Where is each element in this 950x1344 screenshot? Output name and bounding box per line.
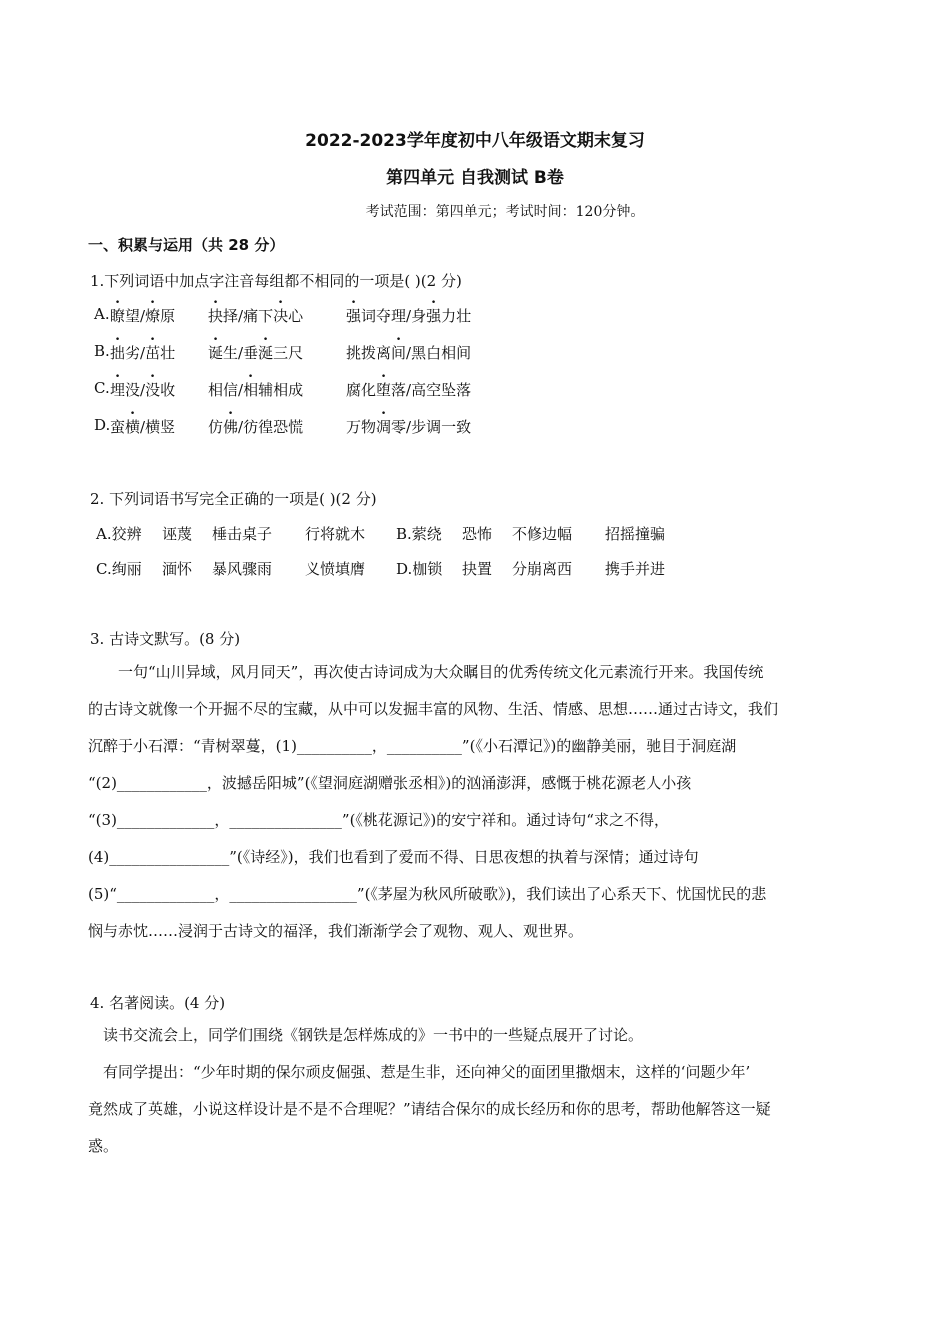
word-text: 望/ <box>125 307 146 325</box>
option-word: 携手并进 <box>605 560 666 578</box>
question-3-stem: 3. 古诗文默写。(8 分) <box>90 630 241 648</box>
option-word-group <box>110 416 175 437</box>
passage-line: (5)“_____________，_________________”(《茅屋为秋风所破歌》)，我们读出了心系天下、忧国忧民的悲 <box>88 885 767 903</box>
word-text: 壮 <box>160 344 176 362</box>
dotted-character: 堕 <box>376 381 392 399</box>
question-4-stem: 4. 名著阅读。(4 分) <box>90 994 226 1012</box>
page-subtitle: 第四单元 自我测试 B卷 <box>386 168 564 188</box>
option-word: A.狡辨 <box>96 525 142 543</box>
passage-line: 竟然成了英雄，小说这样设计是不是不合理呢？”请结合保尔的成长经历和你的思考，帮助他解答这一疑 <box>88 1100 771 1118</box>
word-text: 辅相成 <box>258 381 304 399</box>
word-text: 相信/ <box>208 381 244 399</box>
option-word-group <box>346 379 471 400</box>
passage-line: 的古诗文就像一个开掘不尽的宝藏，从中可以发掘丰富的风物、生活、情感、思想……通过古诗文，我们 <box>88 700 779 718</box>
option-word: 棰击桌子 <box>212 525 273 543</box>
dotted-character: 茁 <box>145 344 161 362</box>
option-word: 义愤填膺 <box>305 560 366 578</box>
dotted-character: 瞭 <box>110 307 126 325</box>
passage-line: 悯与赤忱……浸润于古诗文的福泽，我们渐渐学会了观物、观人、观世界。 <box>88 922 584 940</box>
dotted-character: 凋 <box>376 418 392 436</box>
dotted-character: 强 <box>346 307 362 325</box>
passage-line: “(2)____________，波撼岳阳城”(《望洞庭湖赠张丞相》)的汹涌澎湃，感慨于桃花源老人小孩 <box>88 774 692 792</box>
option-letter: C. <box>94 379 110 397</box>
dotted-character: 没 <box>145 381 161 399</box>
dotted-character: 相 <box>243 381 259 399</box>
word-text: /黑白相间 <box>406 344 472 362</box>
option-word: 分崩离西 <box>512 560 573 578</box>
question-3-passage <box>88 654 864 950</box>
word-text: 腐化 <box>346 381 377 399</box>
passage-line: (4)________________”(《诗经》)，我们也看到了爱而不得、日思夜想的执着与深情；通过诗句 <box>88 848 699 866</box>
word-text: 生/垂 <box>223 344 259 362</box>
word-text: 三尺 <box>273 344 304 362</box>
passage-line: “(3)_____________，_______________”(《桃花源记》)的安宁祥和。通过诗句“求之不得， <box>88 811 669 829</box>
word-text: 收 <box>160 381 176 399</box>
option-word-group <box>208 416 303 437</box>
option-word: B.萦绕 <box>396 525 442 543</box>
question-2-stem: 2. 下列词语书写完全正确的一项是( )(2 分) <box>90 490 377 508</box>
option-word: 不修边幅 <box>512 525 573 543</box>
passage-line: 惑。 <box>88 1137 119 1155</box>
word-text: 挑拨离 <box>346 344 392 362</box>
option-word: 暴风骤雨 <box>212 560 273 578</box>
page-title: 2022-2023学年度初中八年级语文期末复习 <box>305 131 645 151</box>
dotted-character: 抉 <box>208 307 224 325</box>
option-word: C.绚丽 <box>96 560 142 578</box>
passage-line: 一句“山川异域，风月同天”，再次使古诗词成为大众瞩目的优秀传统文化元素流行开来。我国传统 <box>118 663 764 681</box>
word-text: 原 <box>160 307 176 325</box>
passage-line: 读书交流会上，同学们围绕《钢铁是怎样炼成的》一书中的一些疑点展开了讨论。 <box>103 1026 644 1044</box>
word-text: 零/步调一致 <box>391 418 472 436</box>
dotted-character: 诞 <box>208 344 224 362</box>
option-letter: B. <box>94 342 110 360</box>
option-word-group <box>208 342 303 363</box>
dotted-character: 埋 <box>110 381 126 399</box>
option-word-group <box>346 342 471 363</box>
word-text: 蛮 <box>110 418 126 436</box>
passage-line: 有同学提出：“少年时期的保尔顽皮倔强、惹是生非，还向神父的面团里撒烟末，这样的‘问题少年’ <box>103 1063 751 1081</box>
dotted-character: 佛 <box>223 418 239 436</box>
dotted-character: 间 <box>391 344 407 362</box>
option-word: 行将就木 <box>305 525 366 543</box>
word-text: /彷徨恐慌 <box>238 418 304 436</box>
passage-line: 沉醉于小石潭：“青树翠蔓，(1)__________，__________”(《小石潭记》)的幽静美丽，驰目于洞庭湖 <box>88 737 737 755</box>
word-text: 劣/ <box>125 344 146 362</box>
option-letter: A. <box>94 305 110 323</box>
word-text: 没/ <box>125 381 146 399</box>
option-word-group <box>346 416 471 437</box>
option-word: 招摇撞骗 <box>605 525 666 543</box>
dotted-character: 强 <box>426 307 442 325</box>
option-word: 抉置 <box>462 560 493 578</box>
word-text: 心 <box>288 307 304 325</box>
option-word-group <box>110 379 175 400</box>
option-word: 湎怀 <box>162 560 193 578</box>
question-4-passage <box>88 1017 864 1165</box>
option-word: 诬蔑 <box>162 525 193 543</box>
word-text: 落/高空坠落 <box>391 381 472 399</box>
word-text: /横竖 <box>140 418 176 436</box>
word-text: 仿 <box>208 418 224 436</box>
option-word-group <box>208 305 303 326</box>
dotted-character: 燎 <box>145 307 161 325</box>
word-text: 万物 <box>346 418 377 436</box>
dotted-character: 涎 <box>258 344 274 362</box>
option-word-group <box>346 305 471 326</box>
option-word-group <box>110 305 175 326</box>
word-text: 力壮 <box>441 307 472 325</box>
dotted-character: 横 <box>125 418 141 436</box>
exam-scope: 考试范围：第四单元；考试时间：120分钟。 <box>365 204 645 220</box>
option-word: D.枷锁 <box>396 560 443 578</box>
option-word-group <box>208 379 303 400</box>
question-1-stem: 1.下列词语中加点字注音每组都不相同的一项是( )(2 分) <box>90 272 462 290</box>
question-2-row-1 <box>96 523 142 544</box>
section-title: 一、积累与运用（共 28 分） <box>88 236 285 254</box>
option-word-group <box>110 342 175 363</box>
word-text: 词夺理/身 <box>361 307 427 325</box>
dotted-character: 决 <box>273 307 289 325</box>
option-word: 恐怖 <box>462 525 493 543</box>
dotted-character: 拙 <box>110 344 126 362</box>
word-text: 择/痛下 <box>223 307 274 325</box>
option-letter: D. <box>94 416 111 434</box>
